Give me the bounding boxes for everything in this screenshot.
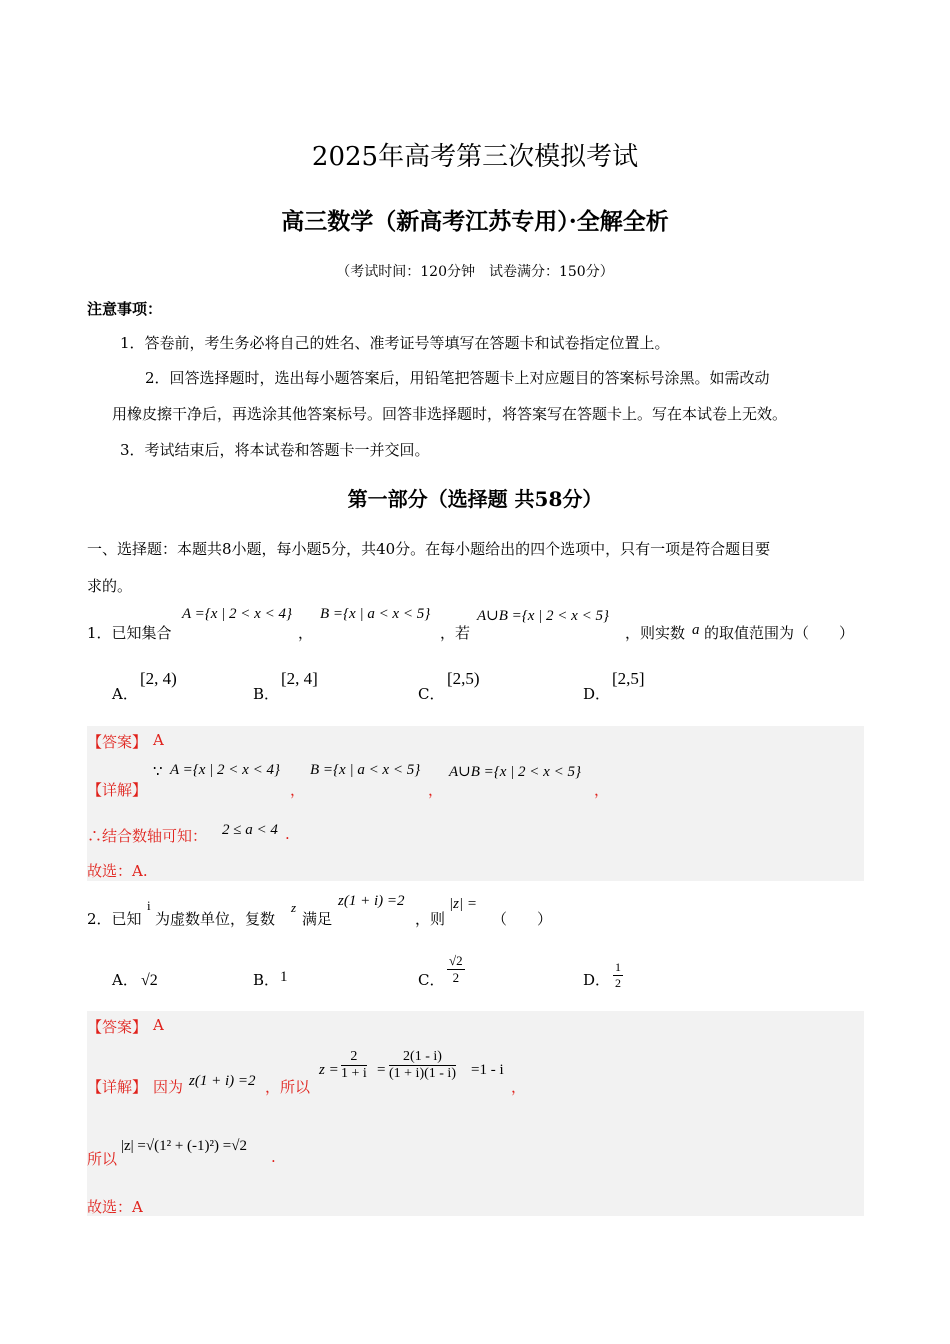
q1-solution-box [87,726,864,881]
q2-option-a-label: A． [112,971,138,989]
q2-option-b-label: B． [253,971,280,989]
q2-option-c-denominator: 2 [452,970,460,985]
q1-conclusion-prefix: ∴结合数轴可知： [87,827,208,845]
q1-answer-label: 【答案】 [87,733,148,751]
q2-answer-label: 【答案】 [87,1018,148,1036]
q2-option-c-fraction [447,953,465,986]
q2-detail-text-2: ，所以 [265,1078,311,1096]
q2-modulus: |z| = [449,896,477,912]
document-title: 2025年高考第三次模拟考试 [311,142,639,172]
q1-detail-set-a: A ={x | 2 < x < 4} [170,762,280,778]
document-subtitle: 高三数学（新高考江苏专用）·全解全析 [281,208,669,235]
q1-comma: ， [298,624,314,642]
q2-suffix: （ ） [492,910,553,928]
q2-detail-end: ， [511,1078,527,1096]
q2-choose: 故选：A [87,1198,143,1216]
q1-conclusion-end: . [285,825,290,843]
q2-modulus-end: . [271,1148,276,1166]
q1-detail-comma-2: ， [428,781,444,799]
q1-option-d-value: [2,5] [612,669,645,688]
notice-heading: 注意事项： [87,300,163,318]
q2-z-symbol: z [291,900,297,915]
q2-option-d-fraction [613,960,623,991]
q2-fraction-2-numerator: 2(1 - i) [389,1049,456,1066]
notice-item-1: 1．答卷前，考生务必将自己的姓名、准考证号等填写在答题卡和试卷指定位置上。 [120,334,670,352]
q1-detail-because: ∵ [153,764,163,780]
part1-intro-line-2: 求的。 [87,577,133,595]
q1-option-c-label: C． [418,685,445,703]
q2-fraction-2-denominator: (1 + i)(1 - i) [389,1066,456,1081]
q1-detail-union: A∪B ={x | 2 < x < 5} [449,764,581,780]
q2-option-b-value: 1 [280,969,288,985]
q1-suffix-2: 的取值范围为（ ） [704,624,855,642]
q1-set-b: B ={x | a < x < 5} [320,606,431,622]
q1-answer: A [153,731,164,749]
q1-union: A∪B ={x | 2 < x < 5} [477,608,609,624]
q1-choose: 故选：A. [87,862,148,880]
q1-suffix: ，则实数 [625,624,686,642]
q2-detail-label: 【详解】 [87,1078,148,1096]
q2-detail-z: z = [319,1062,339,1078]
q2-mid-2: 满足 [302,910,333,928]
q2-option-d-denominator: 2 [615,976,621,990]
q2-option-c-label: C． [418,971,445,989]
q1-detail-set-b: B ={x | a < x < 5} [310,762,421,778]
exam-info: （考试时间：120分钟 试卷满分：150分） [336,264,614,280]
q2-prefix: 2．已知 [87,910,142,928]
q1-if: ，若 [440,624,471,642]
q1-conclusion-math: 2 ≤ a < 4 [222,822,278,838]
q1-option-c-value: [2,5) [447,669,480,688]
q2-detail-result: =1 - i [471,1062,504,1078]
q1-option-a-label: A． [112,685,138,703]
q2-fraction-1-denominator: 1 + i [341,1066,367,1081]
q2-option-a-value: √2 [141,972,158,989]
q1-detail-comma-3: ， [594,781,610,799]
q2-option-d-numerator: 1 [615,960,621,974]
q1-option-b-value: [2, 4] [281,669,318,688]
part1-heading: 第一部分（选择题 共58分） [347,487,603,511]
q2-fraction-1-numerator: 2 [341,1049,367,1066]
q2-detail-fraction-1 [341,1049,367,1082]
q2-mid-3: ，则 [415,910,446,928]
notice-item-2-line-2: 用橡皮擦干净后，再选涂其他答案标号。回答非选择题时，将答案写在答题卡上。写在本试卷上无效。 [112,405,788,423]
q2-detail-text-1: 因为 [153,1078,184,1096]
q1-var-a: a [692,622,700,638]
q2-detail-equation: z(1 + i) =2 [189,1073,256,1089]
q1-detail-comma-1: ， [290,781,306,799]
q2-equation: z(1 + i) =2 [338,893,405,909]
part1-intro-line-1: 一、选择题：本题共8小题，每小题5分，共40分。在每小题给出的四个选项中，只有一项是符合题目要 [87,540,771,558]
q2-modulus-prefix: 所以 [87,1150,118,1168]
q1-option-b-label: B． [253,685,280,703]
q2-mid-1: 为虚数单位，复数 [155,910,276,928]
q1-prefix: 1．已知集合 [87,624,172,642]
q2-modulus-expression: |z| =√(1² + (-1)²) =√2 [121,1138,247,1154]
q1-option-a-value: [2, 4) [140,669,177,688]
q1-detail-label: 【详解】 [87,781,148,799]
notice-item-2-line-1: 2．回答选择题时，选出每小题答案后，用铅笔把答题卡上对应题目的答案标号涂黑。如需改动 [145,369,770,387]
q2-option-c-numerator: √2 [449,953,463,968]
q1-option-d-label: D． [583,685,611,703]
q2-answer: A [153,1016,164,1034]
q2-detail-fraction-2 [389,1049,456,1082]
q2-i-symbol: i [147,898,151,913]
q1-set-a: A ={x | 2 < x < 4} [182,606,292,622]
q2-solution-box [87,1011,864,1216]
q2-option-d-label: D． [583,971,611,989]
q2-detail-equals: = [377,1062,386,1078]
notice-item-3: 3．考试结束后，将本试卷和答题卡一并交回。 [120,441,430,459]
